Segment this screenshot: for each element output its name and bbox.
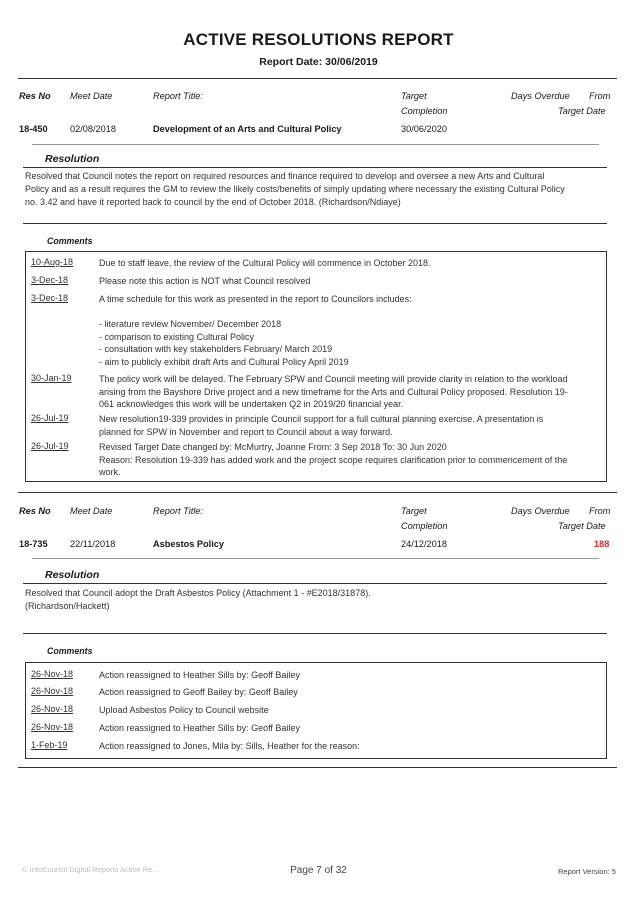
page-number: Page 7 of 32 xyxy=(290,865,347,876)
resolution-bottom-rule xyxy=(23,633,607,634)
report-date: Report Date: 30/06/2019 xyxy=(259,56,378,68)
resolution-text: Resolved that Council notes the report on required resources and finance required to develop and oversee a new Arts and Cultural Policy and as a result requires the GM to review the likely costs/benefits of simply updating where necessary the existing Cultural Policy no. 3.42 and have it reported back to council by the end of October 2018. (Richardson/Ndiaye) xyxy=(25,171,565,207)
resolution-rule xyxy=(23,583,607,584)
comment-date[interactable]: 26-Jul-19 xyxy=(31,441,69,451)
col-days-overdue: Days Overdue xyxy=(511,506,570,516)
col-from: From xyxy=(589,91,611,101)
target-completion: 24/12/2018 xyxy=(401,539,447,549)
comment-text: Action reassigned to Heather Sills by: Geoff Bailey xyxy=(99,723,300,733)
comment-text: Action reassigned to Jones, Mila by: Sills, Heather for the reason: xyxy=(99,741,360,751)
col-report-title: Report Title: xyxy=(153,91,203,101)
footer-left: © InfoCouncil Digital Reports Active Re... xyxy=(22,865,159,874)
comment-text: New resolution19-339 provides in principle Council support for a full cultural planning exercise. A presentation is planned for SPW in November and report to Council about a way forward. xyxy=(99,414,544,437)
res-no: 18-450 xyxy=(19,124,48,134)
report-title: ACTIVE RESOLUTIONS REPORT xyxy=(183,30,454,49)
comment-text: Action reassigned to Geoff Bailey by: Geoff Bailey xyxy=(99,687,298,697)
record-top-rule xyxy=(18,492,617,493)
resolution-bottom-rule xyxy=(23,223,607,224)
comment-date[interactable]: 3-Dec-18 xyxy=(31,275,69,285)
col-meet-date: Meet Date xyxy=(70,506,113,516)
col-days-overdue: Days Overdue xyxy=(511,91,570,101)
comment-date[interactable]: 3-Dec-18 xyxy=(31,293,69,303)
col-target-date: Target Date xyxy=(558,106,606,116)
res-no: 18-735 xyxy=(19,539,48,549)
record-bottom-rule xyxy=(18,767,617,768)
comment-date[interactable]: 26-Nov-18 xyxy=(31,686,74,696)
comment-date[interactable]: 26-Jul-19 xyxy=(31,413,69,423)
col-meet-date: Meet Date xyxy=(70,91,113,101)
divider xyxy=(32,558,599,559)
comment-date[interactable]: 26-Nov-18 xyxy=(31,669,74,679)
report-title-value: Asbestos Policy xyxy=(153,539,224,549)
resolution-rule xyxy=(23,167,607,168)
comments-heading: Comments xyxy=(47,646,93,656)
comment-date[interactable]: 26-Nov-18 xyxy=(31,722,74,732)
comment-date[interactable]: 26-Nov-18 xyxy=(31,704,74,714)
comment-date[interactable]: 1-Feb-19 xyxy=(31,740,68,750)
col-res-no: Res No xyxy=(19,506,51,516)
col-target: Target xyxy=(401,91,427,101)
days-overdue: 188 xyxy=(594,539,610,549)
comment-text: A time schedule for this work as presented in the report to Councilors includes: - literature review November/ December 2018 - comparison to existing Cultural Policy - consultation with key stakeholders February/ March 2019 - aim to publicly exhibit draft Arts and Cultural Policy April 2019 xyxy=(99,294,412,367)
comment-text: Please note this action is NOT what Council resolved xyxy=(99,276,311,286)
report-version: Report Version: 5 xyxy=(558,867,616,876)
col-target: Target xyxy=(401,506,427,516)
record-top-rule xyxy=(18,78,617,79)
comment-text: Due to staff leave, the review of the Cultural Policy will commence in October 2018. xyxy=(99,258,431,268)
report-title-value: Development of an Arts and Cultural Policy xyxy=(153,124,342,134)
col-completion: Completion xyxy=(401,106,448,116)
col-report-title: Report Title: xyxy=(153,506,203,516)
meet-date: 02/08/2018 xyxy=(70,124,116,134)
comment-text: Action reassigned to Heather Sills by: Geoff Bailey xyxy=(99,670,300,680)
comment-text: The policy work will be delayed. The February SPW and Council meeting will provide clarity in relation to the workload arising from the Bayshore Drive project and a new timeframe for the Arts and Cultural Policy proposed. Resolution 19-061 acknowledges this work will be undertaken Q2 in 2019/20 financial year. xyxy=(99,374,568,409)
meet-date: 22/11/2018 xyxy=(70,539,116,549)
resolution-heading: Resolution xyxy=(45,569,100,581)
col-from: From xyxy=(589,506,611,516)
comment-date[interactable]: 30-Jan-19 xyxy=(31,373,72,383)
divider xyxy=(32,144,599,145)
col-target-date: Target Date xyxy=(558,521,606,531)
comment-text: Revised Target Date changed by: McMurtry, Joanne From: 3 Sep 2018 To: 30 Jun 2020 Reason: Resolution 19-339 has added work and the project scope requires clarification prior to commencement of the work. xyxy=(99,442,568,477)
comment-text: Upload Asbestos Policy to Council website xyxy=(99,705,269,715)
col-completion: Completion xyxy=(401,521,448,531)
comment-date[interactable]: 10-Aug-18 xyxy=(31,257,74,267)
target-completion: 30/06/2020 xyxy=(401,124,447,134)
resolution-text: Resolved that Council adopt the Draft Asbestos Policy (Attachment 1 - #E2018/31878). (Richardson/Hackett) xyxy=(25,588,371,611)
resolution-heading: Resolution xyxy=(45,153,100,165)
col-res-no: Res No xyxy=(19,91,51,101)
comments-heading: Comments xyxy=(47,236,93,246)
